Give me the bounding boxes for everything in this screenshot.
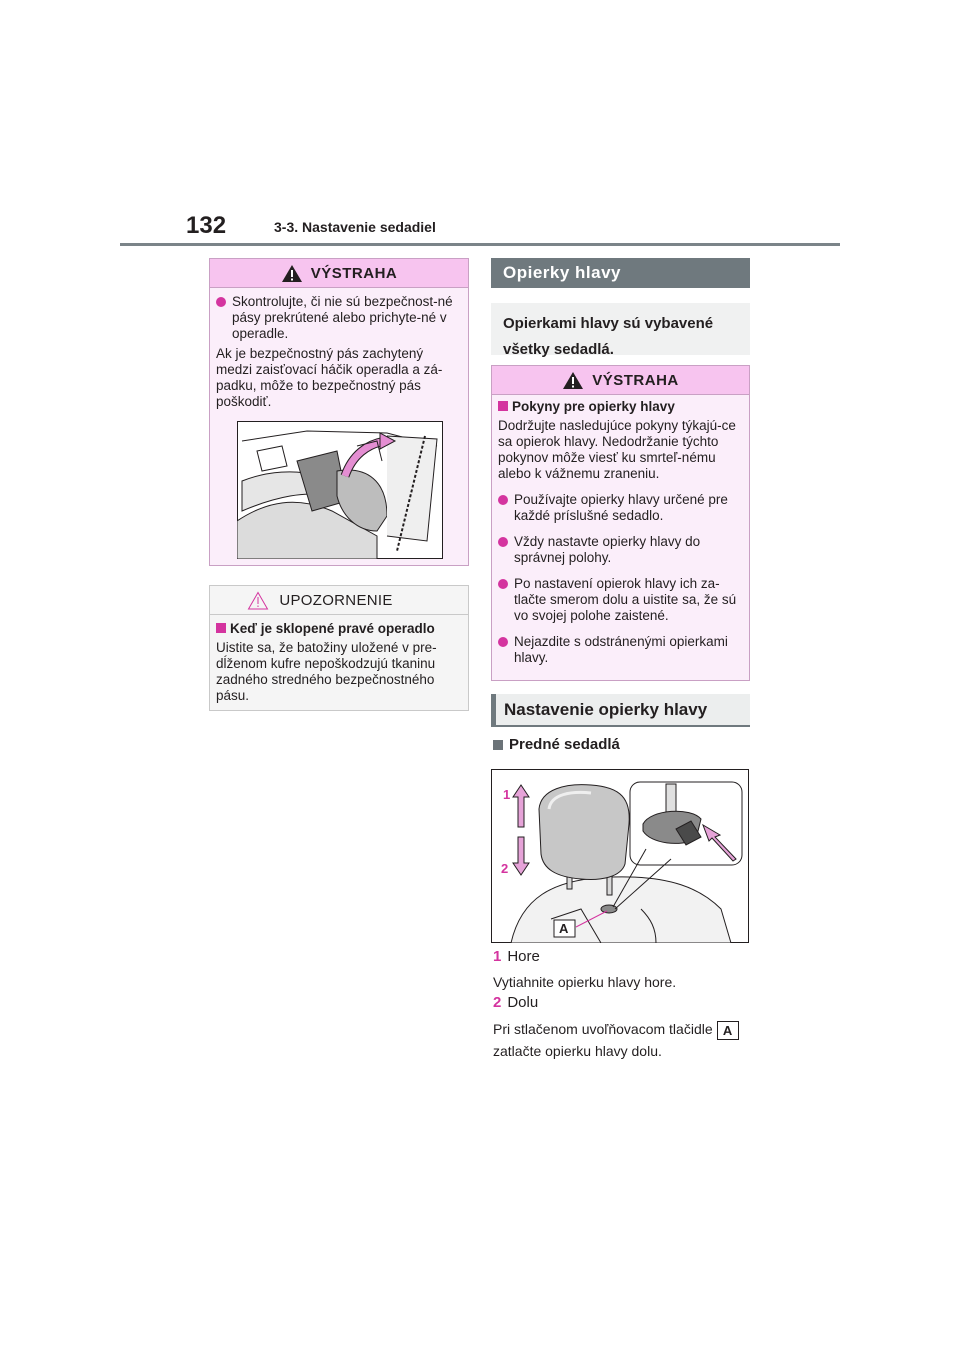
step-label: Dolu bbox=[507, 994, 539, 1011]
step-number: 1 bbox=[493, 948, 502, 965]
bullet-icon bbox=[498, 579, 508, 589]
bullet-icon bbox=[216, 297, 226, 307]
step-2 bbox=[493, 994, 538, 1011]
page-number: 132 bbox=[186, 212, 227, 239]
subsection-front-seats: Predné sedadlá bbox=[493, 736, 620, 753]
square-bullet-icon bbox=[493, 740, 503, 750]
warning-header bbox=[210, 259, 468, 288]
chapter-title: 3-3. Nastavenie sedadiel bbox=[274, 219, 436, 235]
caution-header bbox=[210, 586, 468, 615]
warning-title: VÝSTRAHA bbox=[592, 371, 679, 389]
caution-icon bbox=[247, 591, 269, 610]
warning-bullet: Vždy nastavte opierky hlavy do správnej polohy. bbox=[498, 534, 743, 566]
section-header-adjust: Nastavenie opierky hlavy bbox=[491, 694, 750, 727]
left-warning-box bbox=[209, 258, 469, 566]
warning-title: VÝSTRAHA bbox=[310, 264, 398, 282]
diagram-label-down: 2 bbox=[501, 861, 509, 876]
headrest-lede: Opierkami hlavy sú vybavené všetky sedadlá. bbox=[491, 303, 750, 355]
caution-title: UPOZORNENIE bbox=[279, 591, 393, 609]
warning-bullet: Po nastavení opierok hlavy ich za-tlačte smerom dolu a uistite sa, že sú vo svojej polohe zaistené. bbox=[498, 576, 743, 624]
step-1 bbox=[493, 948, 540, 965]
bullet-icon bbox=[498, 537, 508, 547]
seatbelt-illustration bbox=[237, 421, 443, 559]
square-bullet-icon bbox=[498, 401, 508, 411]
diagram-label-button: A bbox=[559, 921, 569, 936]
button-a-label: A bbox=[717, 1021, 739, 1040]
warning-heading: Pokyny pre opierky hlavy bbox=[498, 399, 743, 415]
header-rule bbox=[120, 243, 840, 246]
left-caution-box bbox=[209, 585, 469, 711]
warning-bullet: Skontrolujte, či nie sú bezpečnost-né pásy prekrútené alebo prichyte-né v operadle. bbox=[216, 294, 462, 342]
warning-icon bbox=[562, 371, 584, 390]
step-2-description: Pri stlačenom uvoľňovacom tlačidle A bbox=[493, 1021, 739, 1040]
caution-heading: Keď je sklopené pravé operadlo bbox=[216, 621, 462, 637]
warning-icon bbox=[281, 264, 303, 283]
step-label: Hore bbox=[507, 948, 540, 965]
step-2-description-cont: zatlačte opierku hlavy dolu. bbox=[493, 1043, 662, 1059]
bullet-icon bbox=[498, 637, 508, 647]
warning-paragraph: Ak je bezpečnostný pás zachytený medzi zaisťovací háčik operadla a zá-padku, môže to bezpečnostný pás poškodiť. bbox=[216, 346, 443, 409]
warning-paragraph: Dodržujte nasledujúce pokyny týkajú-ce sa opierok hlavy. Nedodržanie týchto pokynov môže viesť ku smrteľ-nému alebo k vážnemu zraneniu. bbox=[498, 418, 736, 481]
section-header-headrests: Opierky hlavy bbox=[491, 258, 750, 288]
step-number: 2 bbox=[493, 994, 502, 1011]
right-warning-box bbox=[491, 365, 750, 681]
step-1-description: Vytiahnite opierku hlavy hore. bbox=[493, 974, 677, 990]
caution-paragraph: Uistite sa, že batožiny uložené v pre-dĺženom kufre nepoškodzujú tkaninu zadného stredného bezpečnostného pásu. bbox=[216, 640, 437, 703]
bullet-icon bbox=[498, 495, 508, 505]
square-bullet-icon bbox=[216, 623, 226, 633]
warning-header bbox=[492, 366, 749, 395]
warning-bullet: Nejazdite s odstránenými opierkami hlavy. bbox=[498, 634, 743, 666]
headrest-diagram bbox=[491, 769, 749, 943]
warning-bullet: Používajte opierky hlavy určené pre každé príslušné sedadlo. bbox=[498, 492, 743, 524]
diagram-label-up: 1 bbox=[503, 787, 511, 802]
